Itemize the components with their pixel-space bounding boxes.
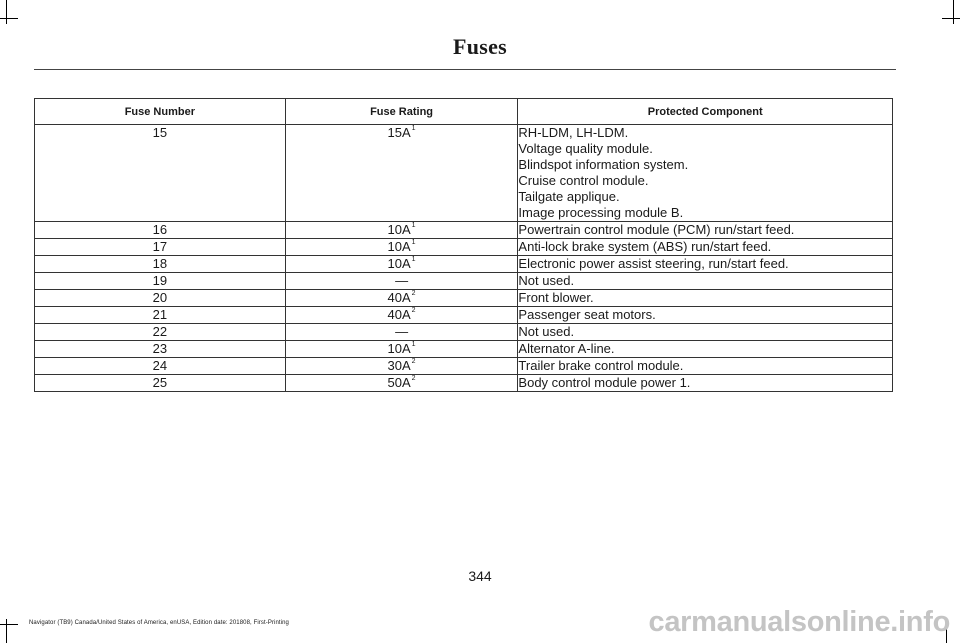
fuse-number-cell: 25	[35, 375, 286, 392]
protected-component-line: Image processing module B.	[518, 205, 684, 220]
protected-component-line: Powertrain control module (PCM) run/start feed.	[518, 222, 795, 237]
protected-component-line: Electronic power assist steering, run/start feed.	[518, 256, 789, 271]
page-number: 344	[468, 568, 492, 584]
crop-mark-top-right-vertical	[953, 0, 954, 24]
fuse-rating-footnote: 1	[411, 341, 416, 348]
page-title: Fuses	[452, 34, 508, 59]
table-row	[35, 222, 893, 239]
protected-component-cell	[518, 239, 893, 256]
protected-component-line: Blindspot information system.	[518, 157, 689, 172]
fuse-rating-footnote: 2	[411, 307, 416, 314]
fuse-rating-cell	[285, 290, 518, 307]
fuse-table-body	[35, 125, 893, 392]
table-row	[35, 273, 893, 290]
fuse-rating-value: —	[395, 273, 409, 288]
table-header-row	[35, 99, 893, 125]
fuse-rating-value: 15A	[387, 125, 411, 140]
fuse-rating-value: 10A	[387, 256, 411, 271]
protected-component-cell	[518, 324, 893, 341]
fuse-rating-cell	[285, 324, 518, 341]
fuse-rating-cell	[285, 222, 518, 239]
table-row	[35, 290, 893, 307]
table-row	[35, 125, 893, 222]
fuse-rating-value: 10A	[387, 341, 411, 356]
protected-component-cell	[518, 125, 893, 222]
protected-component-cell	[518, 290, 893, 307]
protected-component-line: Cruise control module.	[518, 173, 649, 188]
protected-component-cell	[518, 222, 893, 239]
fuse-rating-cell	[285, 341, 518, 358]
protected-component-line: Not used.	[518, 324, 575, 339]
fuse-rating-cell	[285, 239, 518, 256]
crop-mark-top-left-vertical	[6, 0, 7, 24]
protected-component-line: Voltage quality module.	[518, 141, 653, 156]
fuse-rating-cell	[285, 125, 518, 222]
fuse-rating-footnote: 2	[411, 290, 416, 297]
protected-component-cell	[518, 256, 893, 273]
table-row	[35, 307, 893, 324]
crop-mark-bottom-left-horizontal	[0, 624, 18, 625]
fuse-table	[34, 98, 893, 392]
protected-component-line: Not used.	[518, 273, 575, 288]
fuse-number-cell: 21	[35, 307, 286, 324]
fuse-rating-cell	[285, 256, 518, 273]
watermark-text: carmanualsonline.info	[648, 606, 950, 638]
protected-component-line: Body control module power 1.	[518, 375, 691, 390]
table-row	[35, 324, 893, 341]
protected-component-line: RH-LDM, LH-LDM.	[518, 125, 629, 140]
fuse-rating-value: 40A	[387, 307, 411, 322]
protected-component-line: Trailer brake control module.	[518, 358, 684, 373]
table-row	[35, 256, 893, 273]
fuse-rating-footnote: 2	[411, 358, 416, 365]
protected-component-cell	[518, 375, 893, 392]
protected-component-cell	[518, 307, 893, 324]
crop-mark-bottom-left-vertical	[6, 619, 7, 643]
fuse-number-cell: 24	[35, 358, 286, 375]
fuse-rating-cell	[285, 307, 518, 324]
protected-component-cell	[518, 273, 893, 290]
fuse-number-cell: 19	[35, 273, 286, 290]
fuse-number-cell: 17	[35, 239, 286, 256]
fuse-number-cell: 20	[35, 290, 286, 307]
protected-component-line: Anti-lock brake system (ABS) run/start feed.	[518, 239, 772, 254]
table-row	[35, 341, 893, 358]
fuse-rating-value: —	[395, 324, 409, 339]
protected-component-line: Front blower.	[518, 290, 594, 305]
fuse-rating-footnote: 1	[411, 222, 416, 229]
header-divider	[34, 69, 896, 70]
fuse-number-cell: 18	[35, 256, 286, 273]
table-row	[35, 375, 893, 392]
protected-component-line: Alternator A-line.	[518, 341, 615, 356]
fuse-rating-cell	[285, 358, 518, 375]
fuse-rating-value: 50A	[387, 375, 411, 390]
fuse-rating-value: 30A	[387, 358, 411, 373]
fuse-rating-cell	[285, 375, 518, 392]
fuse-rating-footnote: 1	[411, 239, 416, 246]
fuse-rating-value: 10A	[387, 239, 411, 254]
protected-component-line: Passenger seat motors.	[518, 307, 656, 322]
fuse-rating-cell	[285, 273, 518, 290]
fuse-number-cell: 16	[35, 222, 286, 239]
column-header-protected-component: Protected Component	[518, 99, 893, 125]
crop-mark-top-right-horizontal	[942, 18, 960, 19]
fuse-rating-footnote: 1	[411, 256, 416, 263]
table-row	[35, 358, 893, 375]
protected-component-cell	[518, 358, 893, 375]
fuse-number-cell: 23	[35, 341, 286, 358]
fuse-rating-value: 10A	[387, 222, 411, 237]
column-header-fuse-number: Fuse Number	[35, 99, 286, 125]
footer-edition-text: Navigator (TB9) Canada/United States of America, enUSA, Edition date: 201808, First-Printing	[29, 620, 289, 626]
fuse-rating-footnote: 2	[411, 375, 416, 382]
fuse-rating-value: 40A	[387, 290, 411, 305]
fuse-number-cell: 22	[35, 324, 286, 341]
protected-component-cell	[518, 341, 893, 358]
crop-mark-top-left-horizontal	[0, 18, 18, 19]
fuse-number-cell: 15	[35, 125, 286, 222]
table-row	[35, 239, 893, 256]
protected-component-line: Tailgate applique.	[518, 189, 620, 204]
fuse-rating-footnote: 1	[411, 125, 416, 132]
column-header-fuse-rating: Fuse Rating	[285, 99, 518, 125]
